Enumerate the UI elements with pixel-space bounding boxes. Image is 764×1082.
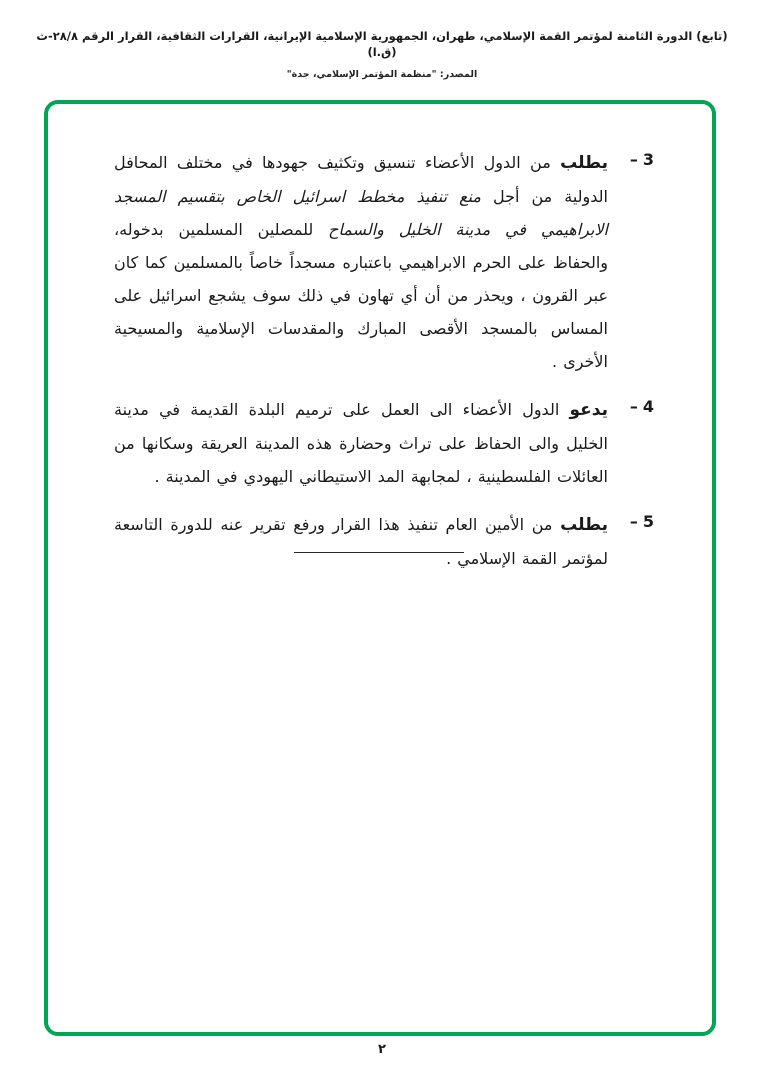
clause-4-dash: –: [629, 397, 638, 416]
clause-5-text: [114, 508, 608, 575]
clause-3: [114, 146, 654, 378]
clause-5-dash: –: [629, 512, 638, 531]
header-line-2: المصدر: "منظمة المؤتمر الإسلامي، جدة": [286, 69, 478, 80]
clause-3-text: [114, 146, 608, 378]
clause-3-segment-2: للمصلين المسلمين بدخوله، والحفاظ على الحرم الابراهيمي باعتباره مسجداً خاصاً بالمسلمين كما كان عبر القرون ، ويحذر من أن أي تهاون في ذلك سوف يشجع اسرائيل على المساس بالمسجد الأقصى المبارك والمقدسات الإسلامية والمسيحية الأخرى .: [114, 220, 608, 371]
clause-3-segment-1: من الدول الأعضاء تنسيق وتكثيف جهودها في مختلف المحافل الدولية من أجل: [114, 153, 608, 206]
clause-5-lead-word: يطلب: [560, 515, 608, 535]
clause-4-segment-1: الدول الأعضاء الى العمل على ترميم البلدة القديمة في مدينة الخليل والى الحفاظ على تراث وحضارة هذه المدينة العريقة وسكانها من العائلات الفلسطينية ، لمجابهة المد الاستيطاني اليهودي في المدينة .: [114, 400, 608, 486]
resolution-clauses: [114, 146, 654, 590]
clause-3-lead-word: يطلب: [560, 153, 608, 173]
clause-3-number: 3: [642, 150, 654, 169]
clause-5-marker: [608, 508, 654, 575]
page-header: [0, 28, 764, 80]
clause-4-text: [114, 393, 608, 493]
clause-4-marker: [608, 393, 654, 493]
clause-4-lead-word: يدعو: [569, 400, 608, 420]
clause-4-number: 4: [642, 397, 654, 416]
clause-5-segment-1: من الأمين العام تنفيذ هذا القرار ورفع تقرير عنه للدورة التاسعة لمؤتمر القمة الإسلامي .: [114, 515, 608, 568]
clause-3-marker: [608, 146, 654, 378]
clause-3-dash: –: [629, 150, 638, 169]
header-line-1: (تابع) الدورة الثامنة لمؤتمر القمة الإسلامي، طهران، الجمهورية الإسلامية الإيرانية، القرارات الثقافية، القرار الرقم ٢٨/٨-ث (ق.ا): [36, 29, 728, 59]
clause-5: [114, 508, 654, 575]
page-number: ٢: [378, 1042, 386, 1057]
clause-5-number: 5: [642, 512, 654, 531]
separator-line: [294, 552, 464, 553]
clause-3-segment-italic: منع تنفيذ مخطط اسرائيل الخاص بتقسيم المسجد الابراهيمي في مدينة الخليل والسماح: [114, 187, 608, 239]
clause-4: [114, 393, 654, 493]
